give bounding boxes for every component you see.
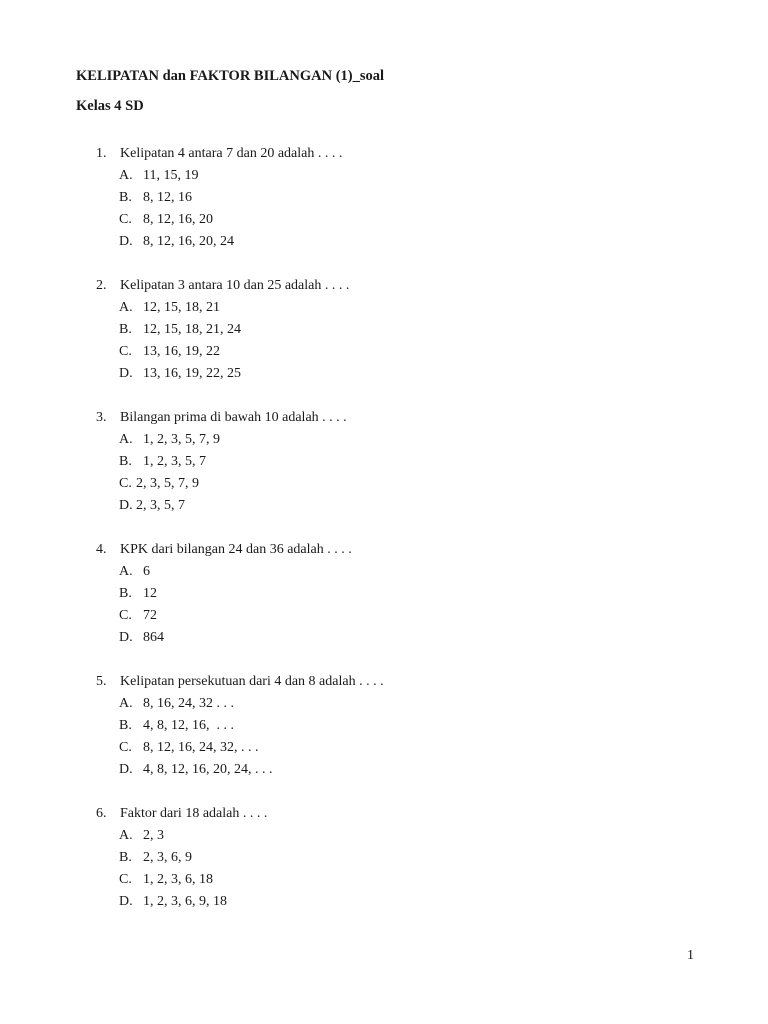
option-letter: B. [119,190,132,205]
option-text: 8, 12, 16, 20 [143,212,213,227]
question-2 [0,278,768,410]
document-title: KELIPATAN dan FAKTOR BILANGAN (1)_soal [76,68,385,84]
question-text: KPK dari bilangan 24 dan 36 adalah . . . . [120,542,352,557]
option-letter: B. [119,850,132,865]
option-text: 8, 12, 16 [143,190,192,205]
option-letter: D. [119,498,133,513]
option-letter: D. [119,630,133,645]
option-letter: C. [119,476,132,491]
question-3 [0,410,768,542]
question-list [0,146,768,938]
option-letter: B. [119,454,132,469]
question-text: Bilangan prima di bawah 10 adalah . . . . [120,410,347,425]
option-text: 6 [143,564,150,579]
option-text: 12, 15, 18, 21, 24 [143,322,241,337]
option-text: 11, 15, 19 [143,168,199,183]
option-letter: C. [119,344,132,359]
option-text: 13, 16, 19, 22 [143,344,220,359]
question-text: Faktor dari 18 adalah . . . . [120,806,268,821]
option-letter: C. [119,740,132,755]
option-text: 4, 8, 12, 16, . . . [143,718,234,733]
option-letter: A. [119,696,133,711]
option-text: 1, 2, 3, 6, 18 [143,872,213,887]
option-text: 2, 3, 5, 7 [136,498,185,513]
option-letter: A. [119,168,133,183]
question-text: Kelipatan persekutuan dari 4 dan 8 adalah . . . . [120,674,384,689]
document-subtitle: Kelas 4 SD [76,98,144,114]
option-letter: B. [119,322,132,337]
option-letter: D. [119,366,133,381]
question-number: 2. [96,278,107,293]
option-letter: D. [119,234,133,249]
question-number: 6. [96,806,107,821]
option-text: 8, 12, 16, 20, 24 [143,234,234,249]
page-number: 1 [687,948,694,963]
option-letter: B. [119,586,132,601]
option-text: 8, 16, 24, 32 . . . [143,696,234,711]
option-letter: A. [119,300,133,315]
option-letter: D. [119,894,133,909]
option-text: 1, 2, 3, 5, 7 [143,454,206,469]
question-6 [0,806,768,938]
option-text: 72 [143,608,157,623]
option-letter: A. [119,828,133,843]
option-text: 2, 3, 6, 9 [143,850,192,865]
option-text: 2, 3, 5, 7, 9 [136,476,199,491]
option-letter: B. [119,718,132,733]
question-number: 5. [96,674,107,689]
option-text: 8, 12, 16, 24, 32, . . . [143,740,259,755]
question-1 [0,146,768,278]
option-letter: A. [119,564,133,579]
question-5 [0,674,768,806]
option-letter: A. [119,432,133,447]
question-number: 4. [96,542,107,557]
option-text: 1, 2, 3, 6, 9, 18 [143,894,227,909]
option-text: 13, 16, 19, 22, 25 [143,366,241,381]
option-text: 4, 8, 12, 16, 20, 24, . . . [143,762,273,777]
question-text: Kelipatan 3 antara 10 dan 25 adalah . . . . [120,278,350,293]
question-number: 3. [96,410,107,425]
option-letter: C. [119,212,132,227]
question-number: 1. [96,146,107,161]
option-letter: C. [119,608,132,623]
option-text: 1, 2, 3, 5, 7, 9 [143,432,220,447]
option-text: 864 [143,630,164,645]
question-4 [0,542,768,674]
option-letter: C. [119,872,132,887]
question-text: Kelipatan 4 antara 7 dan 20 adalah . . . . [120,146,343,161]
option-text: 2, 3 [143,828,164,843]
option-text: 12 [143,586,157,601]
option-text: 12, 15, 18, 21 [143,300,220,315]
option-letter: D. [119,762,133,777]
